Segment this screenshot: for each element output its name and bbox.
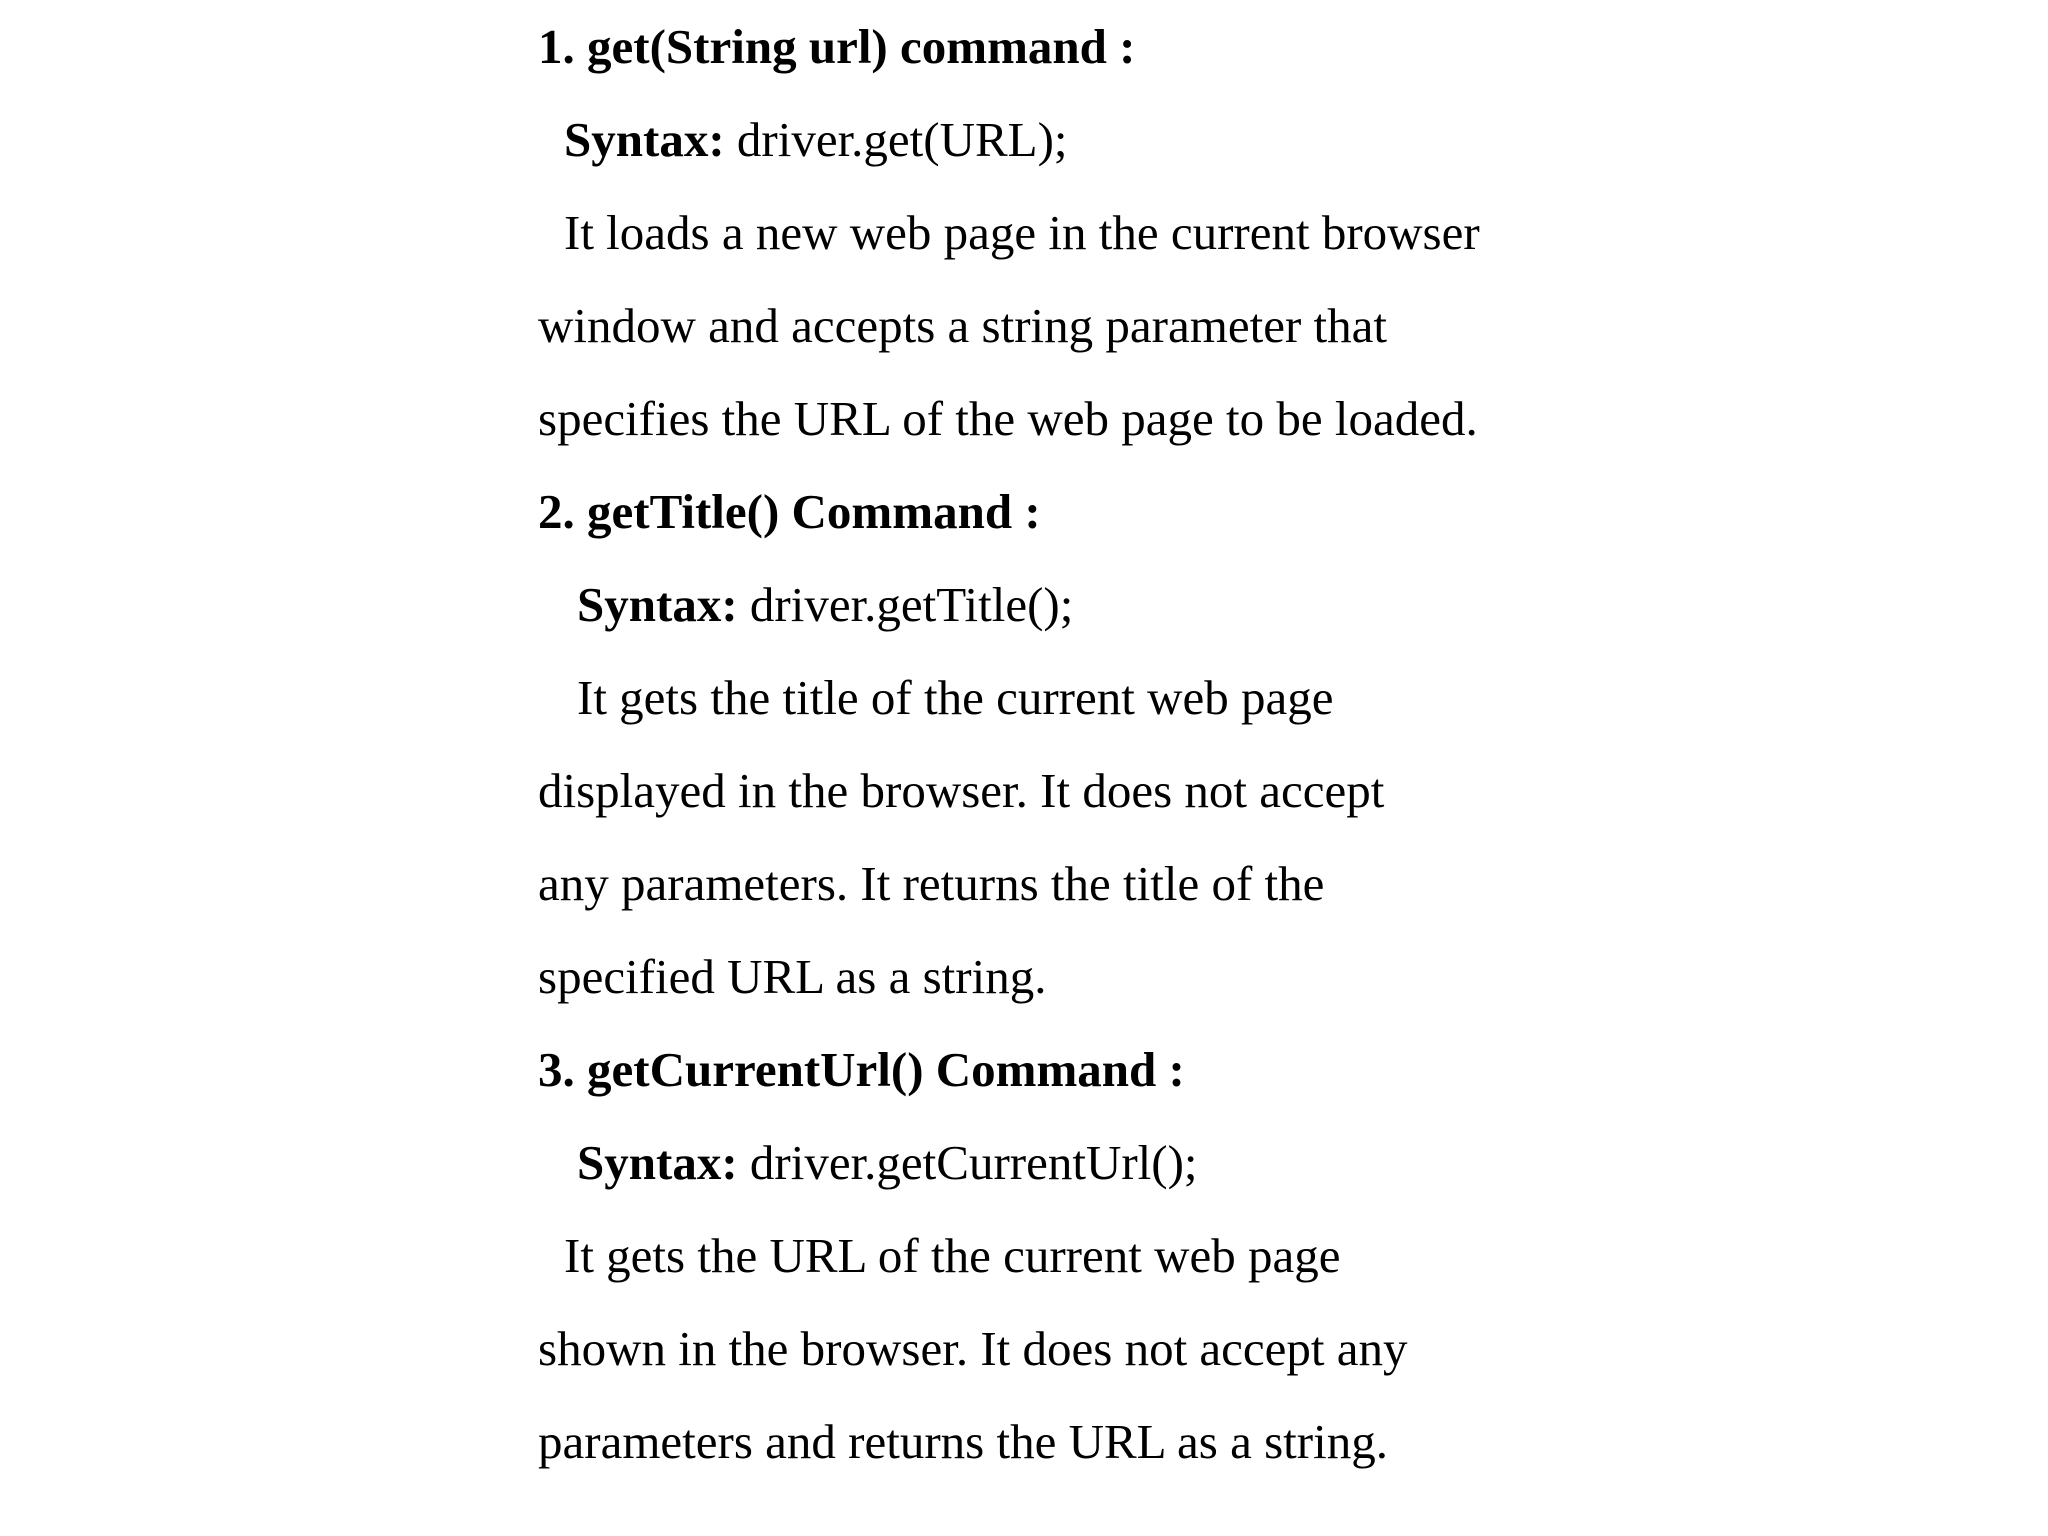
section-2-desc-line: It gets the title of the current web page xyxy=(577,670,1334,725)
syntax-label: Syntax: xyxy=(564,112,725,167)
section-2-heading: 2. getTitle() Command : xyxy=(538,484,1041,539)
section-1-desc-line: It loads a new web page in the current browser xyxy=(564,205,1480,260)
section-1-heading: 1. get(String url) command : xyxy=(538,19,1136,74)
section-2-desc-line: any parameters. It returns the title of the xyxy=(538,856,1325,911)
syntax-code: driver.getCurrentUrl(); xyxy=(749,1135,1198,1190)
section-3-heading: 3. getCurrentUrl() Command : xyxy=(538,1042,1185,1097)
section-3-syntax xyxy=(538,1116,1638,1209)
section-3-desc-line: parameters and returns the URL as a string. xyxy=(538,1414,1388,1469)
section-3-desc-line: shown in the browser. It does not accept any xyxy=(538,1321,1408,1376)
section-3-desc-line: It gets the URL of the current web page xyxy=(564,1228,1341,1283)
section-1-desc-line: window and accepts a string parameter that xyxy=(538,298,1388,353)
section-1-desc-line: specifies the URL of the web page to be loaded. xyxy=(538,391,1478,446)
document-body xyxy=(538,0,1638,1488)
section-1-syntax xyxy=(538,93,1638,186)
section-2-syntax xyxy=(538,558,1638,651)
syntax-label: Syntax: xyxy=(577,1135,738,1190)
syntax-label: Syntax: xyxy=(577,577,738,632)
section-2-desc-line: specified URL as a string. xyxy=(538,949,1047,1004)
section-2-desc-line: displayed in the browser. It does not accept xyxy=(538,763,1385,818)
syntax-code: driver.getTitle(); xyxy=(749,577,1074,632)
syntax-code: driver.get(URL); xyxy=(736,112,1068,167)
